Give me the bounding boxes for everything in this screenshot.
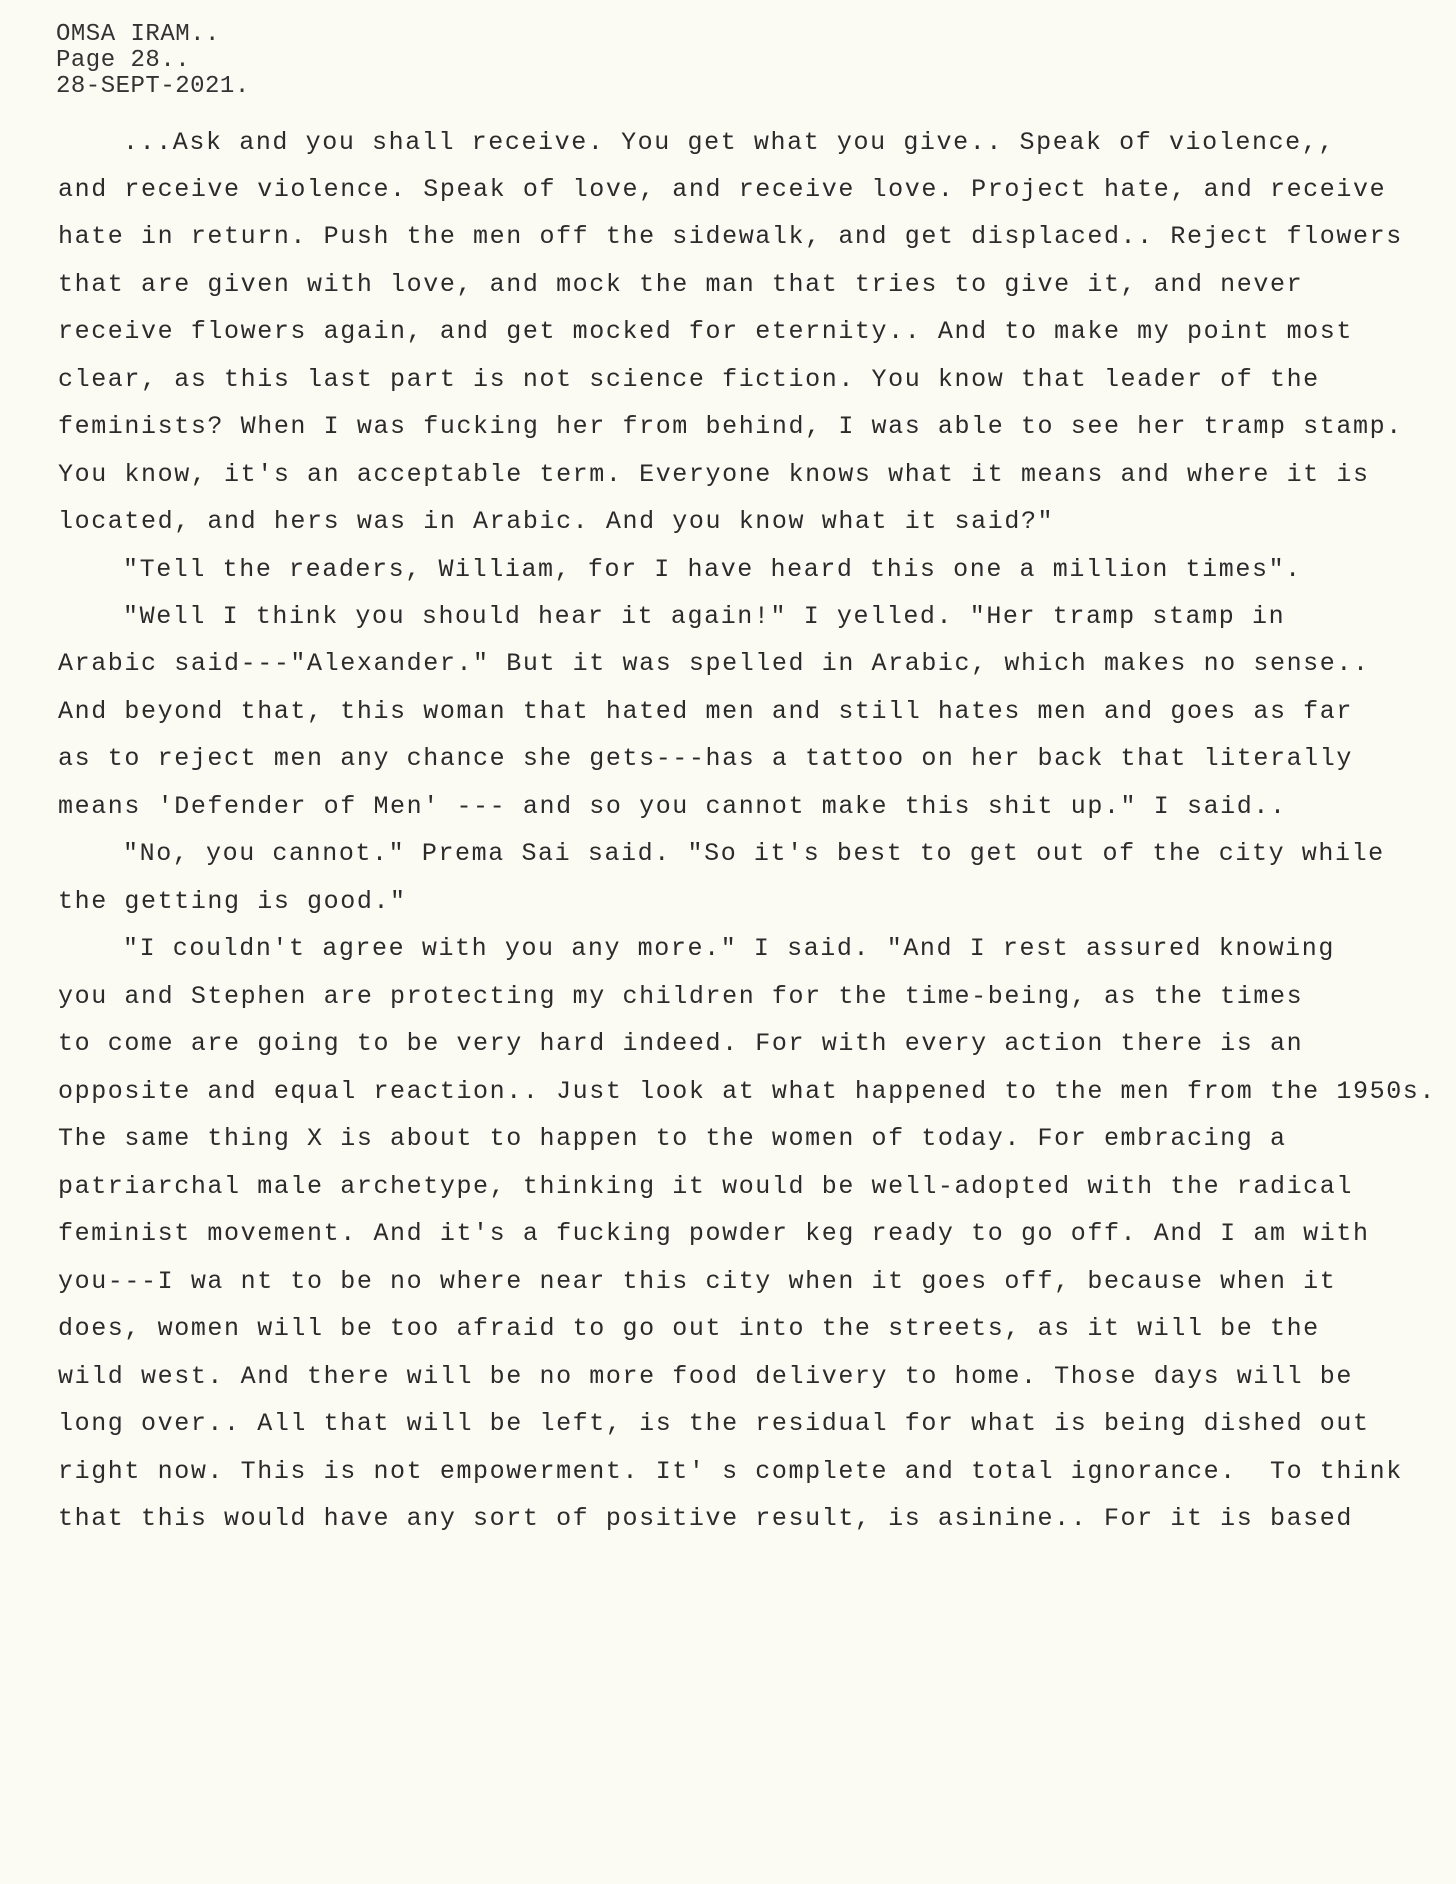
text-line: patriarchal male archetype, thinking it would be well-adopted with the radical <box>58 1172 1353 1201</box>
text-line: hate in return. Push the men off the sidewalk, and get displaced.. Reject flowers <box>58 222 1403 251</box>
text-line: that this would have any sort of positive result, is asinine.. For it is based <box>58 1504 1353 1533</box>
text-line: ...Ask and you shall receive. You get what you give.. Speak of violence,, <box>123 128 1335 157</box>
text-line: receive flowers again, and get mocked for eternity.. And to make my point most <box>58 317 1353 346</box>
text-line: means 'Defender of Men' --- and so you cannot make this shit up." I said.. <box>58 792 1287 821</box>
text-line: long over.. All that will be left, is the residual for what is being dished out <box>58 1409 1370 1438</box>
text-line: "I couldn't agree with you any more." I said. "And I rest assured knowing <box>123 934 1335 963</box>
text-line: you---I wa nt to be no where near this city when it goes off, because when it <box>58 1267 1337 1296</box>
page-header <box>56 22 250 100</box>
header-title: OMSA IRAM.. <box>56 21 220 48</box>
text-line: feminist movement. And it's a fucking powder keg ready to go off. And I am with <box>58 1219 1370 1248</box>
text-line: The same thing X is about to happen to the women of today. For embracing a <box>58 1124 1287 1153</box>
text-line: clear, as this last part is not science fiction. You know that leader of the <box>58 365 1320 394</box>
text-line: as to reject men any chance she gets---has a tattoo on her back that literally <box>58 744 1353 773</box>
text-line: "Tell the readers, William, for I have heard this one a million times". <box>123 555 1302 584</box>
text-line: "Well I think you should hear it again!" I yelled. "Her tramp stamp in <box>123 602 1286 631</box>
text-line: you and Stephen are protecting my children for the time-being, as the times <box>58 982 1304 1011</box>
text-line: to come are going to be very hard indeed. For with every action there is an <box>58 1029 1304 1058</box>
text-line: right now. This is not empowerment. It' s complete and total ignorance. To think <box>58 1457 1403 1486</box>
text-line: You know, it's an acceptable term. Everyone knows what it means and where it is <box>58 460 1370 489</box>
header-date: 28-SEPT-2021. <box>56 73 250 100</box>
text-line: "No, you cannot." Prema Sai said. "So it's best to get out of the city while <box>123 839 1385 868</box>
text-line: wild west. And there will be no more food delivery to home. Those days will be <box>58 1362 1353 1391</box>
text-line: feminists? When I was fucking her from behind, I was able to see her tramp stamp. <box>58 412 1403 441</box>
text-line: the getting is good." <box>58 887 407 916</box>
text-line: does, women will be too afraid to go out into the streets, as it will be the <box>58 1314 1320 1343</box>
text-line: located, and hers was in Arabic. And you know what it said?" <box>58 507 1055 536</box>
text-line: Arabic said---"Alexander." But it was spelled in Arabic, which makes no sense.. <box>58 649 1370 678</box>
text-line: opposite and equal reaction.. Just look at what happened to the men from the 1950s. <box>58 1077 1437 1106</box>
text-line: and receive violence. Speak of love, and receive love. Project hate, and receive <box>58 175 1387 204</box>
header-page-number: Page 28.. <box>56 47 191 74</box>
text-line: that are given with love, and mock the man that tries to give it, and never <box>58 270 1304 299</box>
text-line: And beyond that, this woman that hated men and still hates men and goes as far <box>58 697 1353 726</box>
